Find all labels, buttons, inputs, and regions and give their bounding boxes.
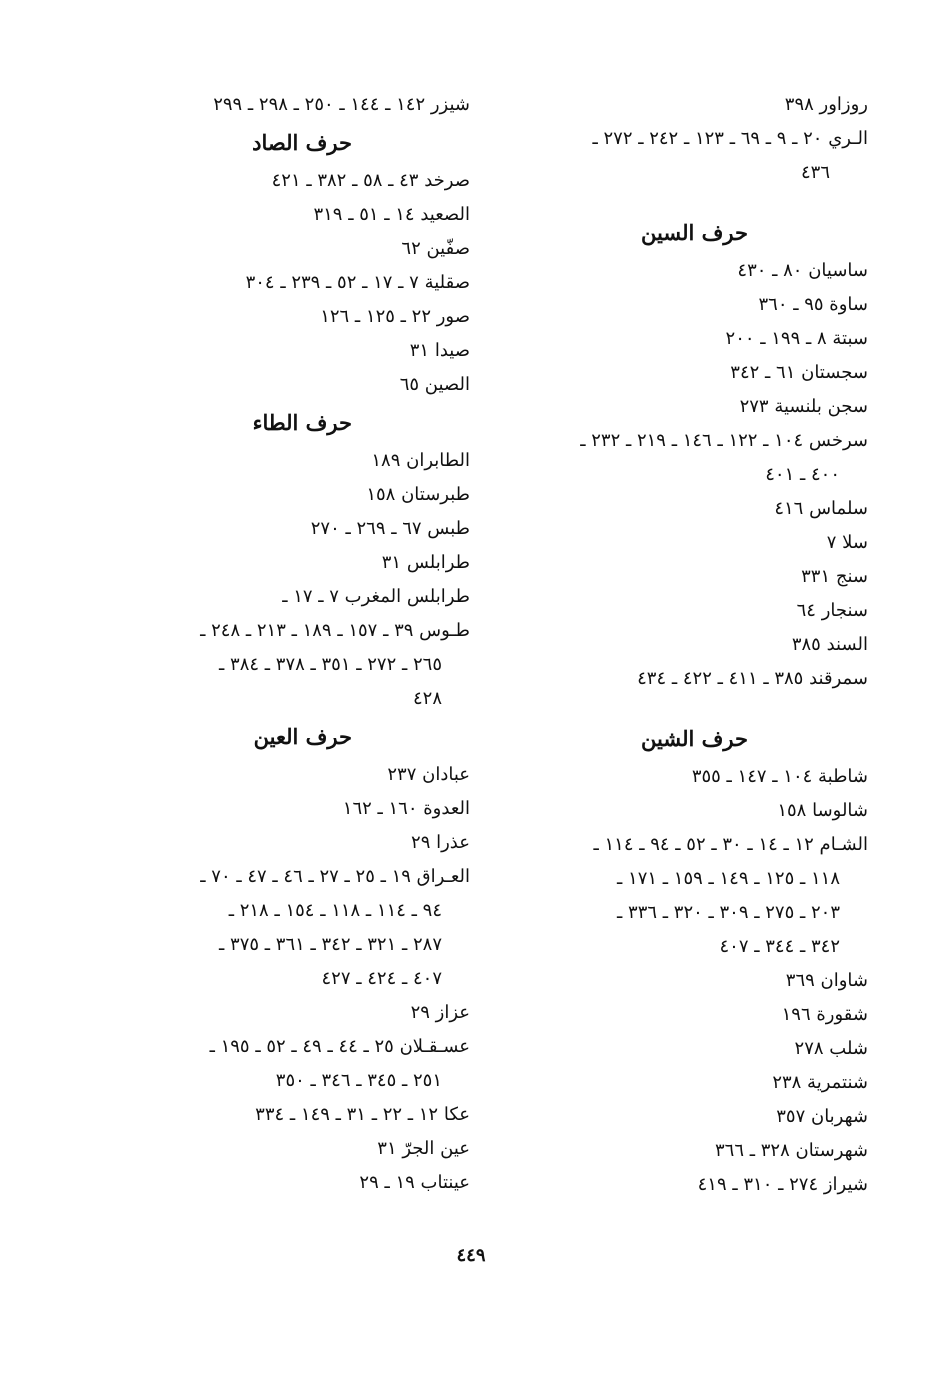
index-entry: صيدا ٣١	[409, 340, 470, 361]
index-entry: سبتة ٨ ـ ١٩٩ ـ ٢٠٠	[725, 328, 868, 349]
index-entry: سرخس ١٠٤ ـ ١٢٢ ـ ١٤٦ ـ ٢١٩ ـ ٢٣٢ ـ	[580, 430, 868, 451]
index-entry: ساسيان ٨٠ ـ ٤٣٠	[737, 260, 868, 281]
index-entry: عبادان ٢٣٧	[387, 764, 470, 785]
index-entry: الـري ٢٠ ـ ٩ ـ ٦٩ ـ ١٢٣ ـ ٢٤٢ ـ ٢٧٢ ـ	[592, 128, 868, 149]
page-number: ٤٤٩	[456, 1245, 486, 1266]
section-heading: حرف الصاد	[252, 130, 352, 155]
index-entry-continuation: ٤٢٨	[412, 688, 442, 709]
index-entry: طبرستان ١٥٨	[366, 484, 470, 505]
index-entry: طرابلس ٣١	[381, 552, 470, 573]
index-entry-continuation: ٣٤٢ ـ ٣٤٤ ـ ٤٠٧	[719, 936, 840, 957]
index-entry: شلب ٢٧٨	[794, 1038, 868, 1059]
index-entry-continuation: ٢٦٥ ـ ٢٧٢ ـ ٣٥١ ـ ٣٧٨ ـ ٣٨٤ ـ	[219, 654, 442, 675]
index-entry: عسـقـلان ٢٥ ـ ٤٤ ـ ٤٩ ـ ٥٢ ـ ١٩٥ ـ	[209, 1036, 470, 1057]
section-sad	[118, 122, 470, 402]
index-entry: شالوسا ١٥٨	[777, 800, 868, 821]
index-entry: سنج ٣٣١	[801, 566, 868, 587]
index-entry-continuation: ٩٤ ـ ١١٤ ـ ١١٨ ـ ١٥٤ ـ ٢١٨ ـ	[228, 900, 442, 921]
index-entry: عزاز ٢٩	[410, 1002, 470, 1023]
index-entry: سجن بلنسية ٢٧٣	[739, 396, 868, 417]
index-entry: شيراز ٢٧٤ ـ ٣١٠ ـ ٤١٩	[697, 1174, 868, 1195]
index-entry: سلا ٧	[826, 532, 868, 553]
index-entry: طبس ٦٧ ـ ٢٦٩ ـ ٢٧٠	[310, 518, 470, 539]
index-column-left	[118, 88, 470, 1200]
index-entry: صقلية ٧ ـ ١٧ ـ ٥٢ ـ ٢٣٩ ـ ٣٠٤	[245, 272, 470, 293]
index-entry: شنتمرية ٢٣٨	[772, 1072, 868, 1093]
index-entry: الصين ٦٥	[399, 374, 470, 395]
index-entry: شاوان ٣٦٩	[785, 970, 868, 991]
section-heading: حرف السين	[641, 220, 748, 245]
index-entry: صفّين ٦٢	[401, 238, 470, 259]
index-entry: عكا ١٢ ـ ٢٢ ـ ٣١ ـ ١٤٩ ـ ٣٣٤	[255, 1104, 470, 1125]
index-entry: عذرا ٢٩	[411, 832, 470, 853]
index-entry: سنجار ٦٤	[796, 600, 868, 621]
index-entry: سلماس ٤١٦	[774, 498, 868, 519]
index-entry: عين الجرّ ٣١	[377, 1138, 470, 1159]
section-gap	[518, 696, 868, 718]
section-sin	[518, 212, 868, 696]
index-entry: ساوة ٩٥ ـ ٣٦٠	[758, 294, 868, 315]
index-entry: طرابلس المغرب ٧ ـ ١٧ ـ	[282, 586, 470, 607]
index-entry: شهرستان ٣٢٨ ـ ٣٦٦	[715, 1140, 868, 1161]
index-entry: شيزر ١٤٢ ـ ١٤٤ ـ ٢٥٠ ـ ٢٩٨ ـ ٢٩٩	[213, 94, 470, 115]
index-entry: طـوس ٣٩ ـ ١٥٧ ـ ١٨٩ ـ ٢١٣ ـ ٢٤٨ ـ	[200, 620, 470, 641]
index-entry-continuation: ٢٨٧ ـ ٣٢١ ـ ٣٤٢ ـ ٣٦١ ـ ٣٧٥ ـ	[219, 934, 442, 955]
section-gap	[518, 190, 868, 212]
index-entry-continuation: ٤٠٠ ـ ٤٠١	[765, 464, 840, 485]
index-entry: صور ٢٢ ـ ١٢٥ ـ ١٢٦	[320, 306, 470, 327]
index-entry-continuation: ١١٨ ـ ١٢٥ ـ ١٤٩ ـ ١٥٩ ـ ١٧١ ـ	[617, 868, 840, 889]
index-entry: شهربان ٣٥٧	[776, 1106, 868, 1127]
index-entry: العـراق ١٩ ـ ٢٥ ـ ٢٧ ـ ٤٦ ـ ٤٧ ـ ٧٠ ـ	[200, 866, 470, 887]
index-entry: الصعيد ١٤ ـ ٥١ ـ ٣١٩	[313, 204, 470, 225]
section-ta	[118, 402, 470, 716]
index-entry: شقورة ١٩٦	[781, 1004, 868, 1025]
index-entry: شاطبة ١٠٤ ـ ١٤٧ ـ ٣٥٥	[691, 766, 868, 787]
index-entry: روزاور ٣٩٨	[784, 94, 868, 115]
section-heading: حرف العين	[253, 724, 352, 749]
index-entry: السند ٣٨٥	[791, 634, 868, 655]
index-entry-continuation: ٢٠٣ ـ ٢٧٥ ـ ٣٠٩ ـ ٣٢٠ ـ ٣٣٦ ـ	[617, 902, 840, 923]
index-entry: العدوة ١٦٠ ـ ١٦٢	[342, 798, 470, 819]
section-shin	[518, 718, 868, 1202]
index-entry: سجستان ٦١ ـ ٣٤٢	[730, 362, 868, 383]
section-heading: حرف الشين	[641, 726, 748, 751]
section-heading: حرف الطاء	[252, 410, 352, 435]
index-entry-continuation: ٢٥١ ـ ٣٤٥ ـ ٣٤٦ ـ ٣٥٠	[275, 1070, 442, 1091]
index-entry-continuation: ٤٣٦	[800, 162, 830, 183]
index-column-right	[518, 88, 868, 1202]
index-entry: صرخد ٤٣ ـ ٥٨ ـ ٣٨٢ ـ ٤٢١	[271, 170, 470, 191]
index-entry: سمرقند ٣٨٥ ـ ٤١١ ـ ٤٢٢ ـ ٤٣٤	[637, 668, 868, 689]
index-entry: عينتاب ١٩ ـ ٢٩	[359, 1172, 470, 1193]
index-entry: الطابران ١٨٩	[371, 450, 470, 471]
index-entry-continuation: ٤٠٧ ـ ٤٢٤ ـ ٤٢٧	[321, 968, 442, 989]
index-entry: الشـام ١٢ ـ ١٤ ـ ٣٠ ـ ٥٢ ـ ٩٤ ـ ١١٤ ـ	[593, 834, 868, 855]
section-ain	[118, 716, 470, 1200]
